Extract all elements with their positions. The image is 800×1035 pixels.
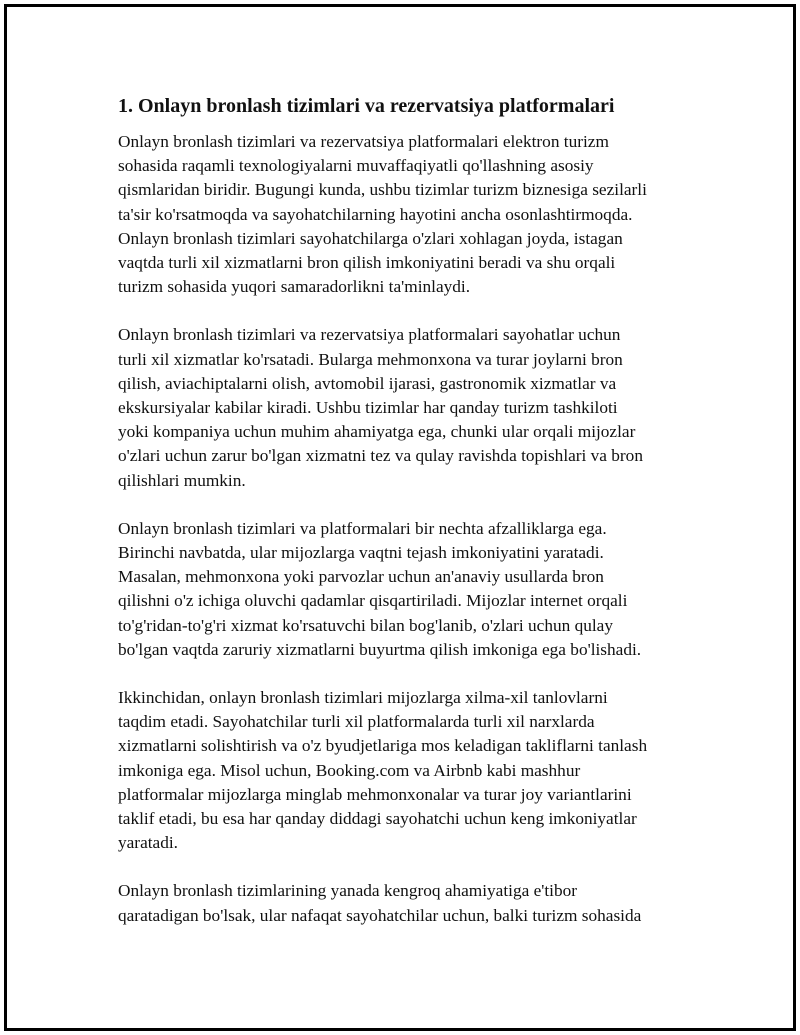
text-line: ta'sir ko'rsatmoqda va sayohatchilarning hayotini ancha osonlashtirmoqda. (118, 204, 633, 224)
paragraph-4 (118, 686, 698, 855)
text-line: bo'lgan vaqtda zaruriy xizmatlarni buyurtma qilish imkoniga ega bo'lishadi. (118, 639, 642, 659)
text-line: qilishni o'z ichiga oluvchi qadamlar qisqartiriladi. Mijozlar internet orqali (118, 591, 628, 611)
text-line: Masalan, mehmonxona yoki parvozlar uchun an'anaviy usullarda bron (118, 567, 604, 587)
text-line: taklif etadi, bu esa har qanday diddagi sayohatchi uchun keng imkoniyatlar (118, 809, 637, 829)
text-line: o'zlari uchun zarur bo'lgan xizmatni tez va qulay ravishda topishlari va bron (118, 446, 643, 466)
text-line: Onlayn bronlash tizimlari sayohatchilarga o'zlari xohlagan joyda, istagan (118, 228, 623, 248)
text-line: imkoniga ega. Misol uchun, Booking.com va Airbnb kabi mashhur (118, 760, 581, 780)
text-line: yoki kompaniya uchun muhim ahamiyatga ega, chunki ular orqali mijozlar (118, 422, 636, 442)
text-line: qismlaridan biridir. Bugungi kunda, ushbu tizimlar turizm biznesiga sezilarli (118, 180, 647, 200)
text-line: yaratadi. (118, 833, 178, 853)
document-body (118, 92, 698, 952)
text-line: turizm sohasida yuqori samaradorlikni ta'minlaydi. (118, 277, 471, 297)
text-line: taqdim etadi. Sayohatchilar turli xil platformalarda turli xil narxlarda (118, 712, 595, 732)
text-line: Onlayn bronlash tizimlari va rezervatsiya platformalari sayohatlar uchun (118, 325, 621, 345)
text-line: Onlayn bronlash tizimlari va platformalari bir nechta afzalliklarga ega. (118, 518, 607, 538)
paragraph-5 (118, 879, 698, 927)
text-line: platformalar mijozlarga minglab mehmonxonalar va turar joy variantlarini (118, 784, 632, 804)
paragraph-3 (118, 517, 698, 662)
text-line: sohasida raqamli texnologiyalarni muvaffaqiyatli qo'llashning asosiy (118, 156, 594, 176)
text-line: vaqtda turli xil xizmatlarni bron qilish imkoniyatini beradi va shu orqali (118, 253, 616, 273)
text-line: Onlayn bronlash tizimlari va rezervatsiya platformalari elektron turizm (118, 132, 609, 151)
paragraph-1 (118, 130, 698, 299)
text-line: Ikkinchidan, onlayn bronlash tizimlari mijozlarga xilma-xil tanlovlarni (118, 688, 608, 708)
text-line: Birinchi navbatda, ular mijozlarga vaqtni tejash imkoniyatini yaratadi. (118, 543, 604, 563)
text-line: to'g'ridan-to'g'ri xizmat ko'rsatuvchi bilan bog'lanib, o'zlari uchun qulay (118, 615, 613, 635)
text-line: ekskursiyalar kabilar kiradi. Ushbu tizimlar har qanday turizm tashkiloti (118, 398, 618, 418)
section-heading: 1. Onlayn bronlash tizimlari va rezervatsiya platformalari (118, 95, 615, 117)
text-line: qilishlari mumkin. (118, 470, 246, 490)
text-line: qaratadigan bo'lsak, ular nafaqat sayohatchilar uchun, balki turizm sohasida (118, 905, 642, 925)
text-line: Onlayn bronlash tizimlarining yanada kengroq ahamiyatiga e'tibor (118, 881, 578, 901)
text-line: xizmatlarni solishtirish va o'z byudjetlariga mos keladigan takliflarni tanlash (118, 736, 648, 756)
paragraph-2 (118, 323, 698, 492)
text-line: turli xil xizmatlar ko'rsatadi. Bularga mehmonxona va turar joylarni bron (118, 349, 623, 369)
text-line: qilish, aviachiptalarni olish, avtomobil ijarasi, gastronomik xizmatlar va (118, 373, 617, 393)
